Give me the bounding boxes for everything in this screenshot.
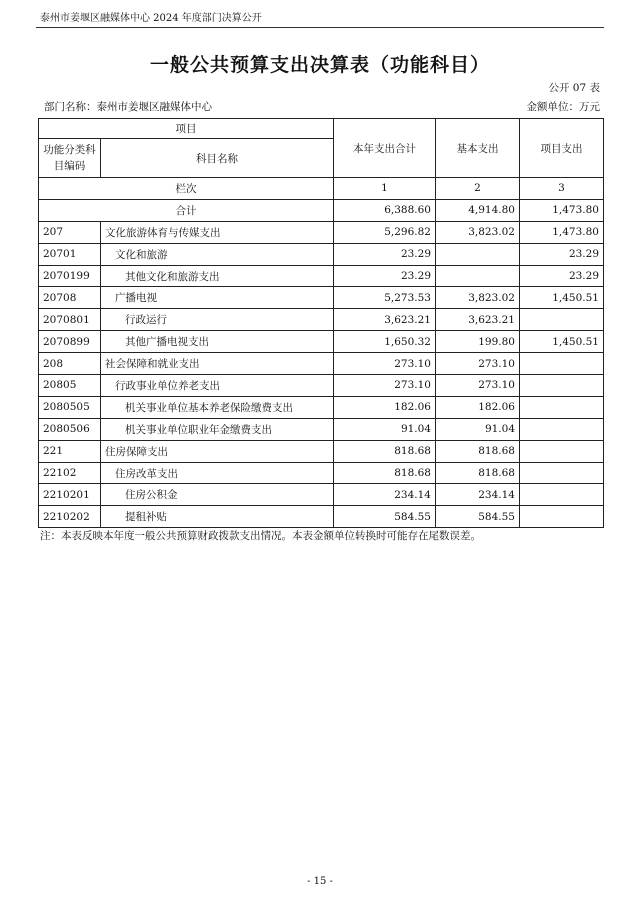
row-subject-name: 机关事业单位职业年金缴费支出 <box>101 418 334 440</box>
total-basic: 4,914.80 <box>436 199 520 221</box>
page-header: 泰州市姜堰区融媒体中心 2024 年度部门决算公开 <box>40 13 262 24</box>
row-total: 182.06 <box>334 396 436 418</box>
row-total: 23.29 <box>334 265 436 287</box>
table-row <box>39 221 604 243</box>
row-project <box>520 440 604 462</box>
expenditure-table <box>38 118 604 528</box>
row-basic: 818.68 <box>436 462 520 484</box>
column-index-row <box>39 178 604 200</box>
department-name: 部门名称：泰州市姜堰区融媒体中心 <box>44 101 212 113</box>
table-row <box>39 309 604 331</box>
table-row <box>39 484 604 506</box>
row-project: 1,473.80 <box>520 221 604 243</box>
row-total: 273.10 <box>334 353 436 375</box>
table-row <box>39 331 604 353</box>
row-subject-name: 其他文化和旅游支出 <box>101 265 334 287</box>
column-index-2: 2 <box>436 178 520 200</box>
row-project <box>520 309 604 331</box>
row-basic: 3,823.02 <box>436 287 520 309</box>
row-code: 2210202 <box>39 506 101 528</box>
column-index-3: 3 <box>520 178 604 200</box>
row-project: 1,450.51 <box>520 287 604 309</box>
header-item: 项目 <box>39 119 334 139</box>
row-basic: 818.68 <box>436 440 520 462</box>
row-subject-name: 住房改革支出 <box>101 462 334 484</box>
row-code: 2070199 <box>39 265 101 287</box>
row-basic: 234.14 <box>436 484 520 506</box>
row-total: 234.14 <box>334 484 436 506</box>
footnote: 注：本表反映本年度一般公共预算财政拨款支出情况。本表金额单位转换时可能存在尾数误差。 <box>40 530 481 542</box>
row-subject-name: 住房公积金 <box>101 484 334 506</box>
row-code: 221 <box>39 440 101 462</box>
row-code: 208 <box>39 353 101 375</box>
row-project <box>520 396 604 418</box>
row-total: 91.04 <box>334 418 436 440</box>
row-code: 2080505 <box>39 396 101 418</box>
row-basic: 91.04 <box>436 418 520 440</box>
row-total: 273.10 <box>334 375 436 397</box>
row-subject-name: 住房保障支出 <box>101 440 334 462</box>
row-project <box>520 375 604 397</box>
row-subject-name: 文化旅游体育与传媒支出 <box>101 221 334 243</box>
table-row <box>39 243 604 265</box>
row-total: 5,273.53 <box>334 287 436 309</box>
table-row <box>39 396 604 418</box>
header-project: 项目支出 <box>520 119 604 178</box>
form-number: 公开 07 表 <box>548 82 600 94</box>
row-code: 207 <box>39 221 101 243</box>
row-basic: 273.10 <box>436 353 520 375</box>
row-code: 20701 <box>39 243 101 265</box>
header-row-item <box>39 119 604 139</box>
row-subject-name: 文化和旅游 <box>101 243 334 265</box>
table-row <box>39 506 604 528</box>
row-basic: 273.10 <box>436 375 520 397</box>
row-subject-name: 行政运行 <box>101 309 334 331</box>
row-basic <box>436 265 520 287</box>
row-subject-name: 机关事业单位基本养老保险缴费支出 <box>101 396 334 418</box>
row-code: 2070801 <box>39 309 101 331</box>
row-total: 5,296.82 <box>334 221 436 243</box>
row-total: 23.29 <box>334 243 436 265</box>
total-row <box>39 199 604 221</box>
column-index-1: 1 <box>334 178 436 200</box>
row-project: 1,450.51 <box>520 331 604 353</box>
row-project: 23.29 <box>520 265 604 287</box>
row-project <box>520 484 604 506</box>
row-project: 23.29 <box>520 243 604 265</box>
row-code: 20708 <box>39 287 101 309</box>
row-code: 22102 <box>39 462 101 484</box>
amount-unit: 金额单位：万元 <box>526 101 600 113</box>
row-project <box>520 506 604 528</box>
header-code: 功能分类科目编码 <box>39 139 101 178</box>
row-total: 818.68 <box>334 462 436 484</box>
row-project <box>520 353 604 375</box>
row-subject-name: 其他广播电视支出 <box>101 331 334 353</box>
table-row <box>39 462 604 484</box>
header-name: 科目名称 <box>101 139 334 178</box>
table-row <box>39 440 604 462</box>
row-code: 2080506 <box>39 418 101 440</box>
row-code: 20805 <box>39 375 101 397</box>
row-basic: 584.55 <box>436 506 520 528</box>
row-basic: 3,823.02 <box>436 221 520 243</box>
row-code: 2210201 <box>39 484 101 506</box>
row-subject-name: 行政事业单位养老支出 <box>101 375 334 397</box>
page-number: - 15 - <box>307 876 333 887</box>
header-rule <box>36 27 604 28</box>
row-subject-name: 广播电视 <box>101 287 334 309</box>
row-basic <box>436 243 520 265</box>
total-label: 合计 <box>39 199 334 221</box>
table-row <box>39 418 604 440</box>
row-code: 2070899 <box>39 331 101 353</box>
table-row <box>39 265 604 287</box>
row-subject-name: 提租补贴 <box>101 506 334 528</box>
row-project <box>520 418 604 440</box>
row-total: 818.68 <box>334 440 436 462</box>
row-basic: 199.80 <box>436 331 520 353</box>
page-title: 一般公共预算支出决算表（功能科目） <box>149 54 490 76</box>
table-row <box>39 375 604 397</box>
header-total: 本年支出合计 <box>334 119 436 178</box>
total-amount: 6,388.60 <box>334 199 436 221</box>
row-total: 1,650.32 <box>334 331 436 353</box>
row-subject-name: 社会保障和就业支出 <box>101 353 334 375</box>
table-row <box>39 287 604 309</box>
table-row <box>39 353 604 375</box>
row-total: 3,623.21 <box>334 309 436 331</box>
row-basic: 182.06 <box>436 396 520 418</box>
row-index-label: 栏次 <box>39 178 334 200</box>
total-project: 1,473.80 <box>520 199 604 221</box>
row-total: 584.55 <box>334 506 436 528</box>
row-basic: 3,623.21 <box>436 309 520 331</box>
row-project <box>520 462 604 484</box>
header-basic: 基本支出 <box>436 119 520 178</box>
meta-row <box>44 99 600 114</box>
